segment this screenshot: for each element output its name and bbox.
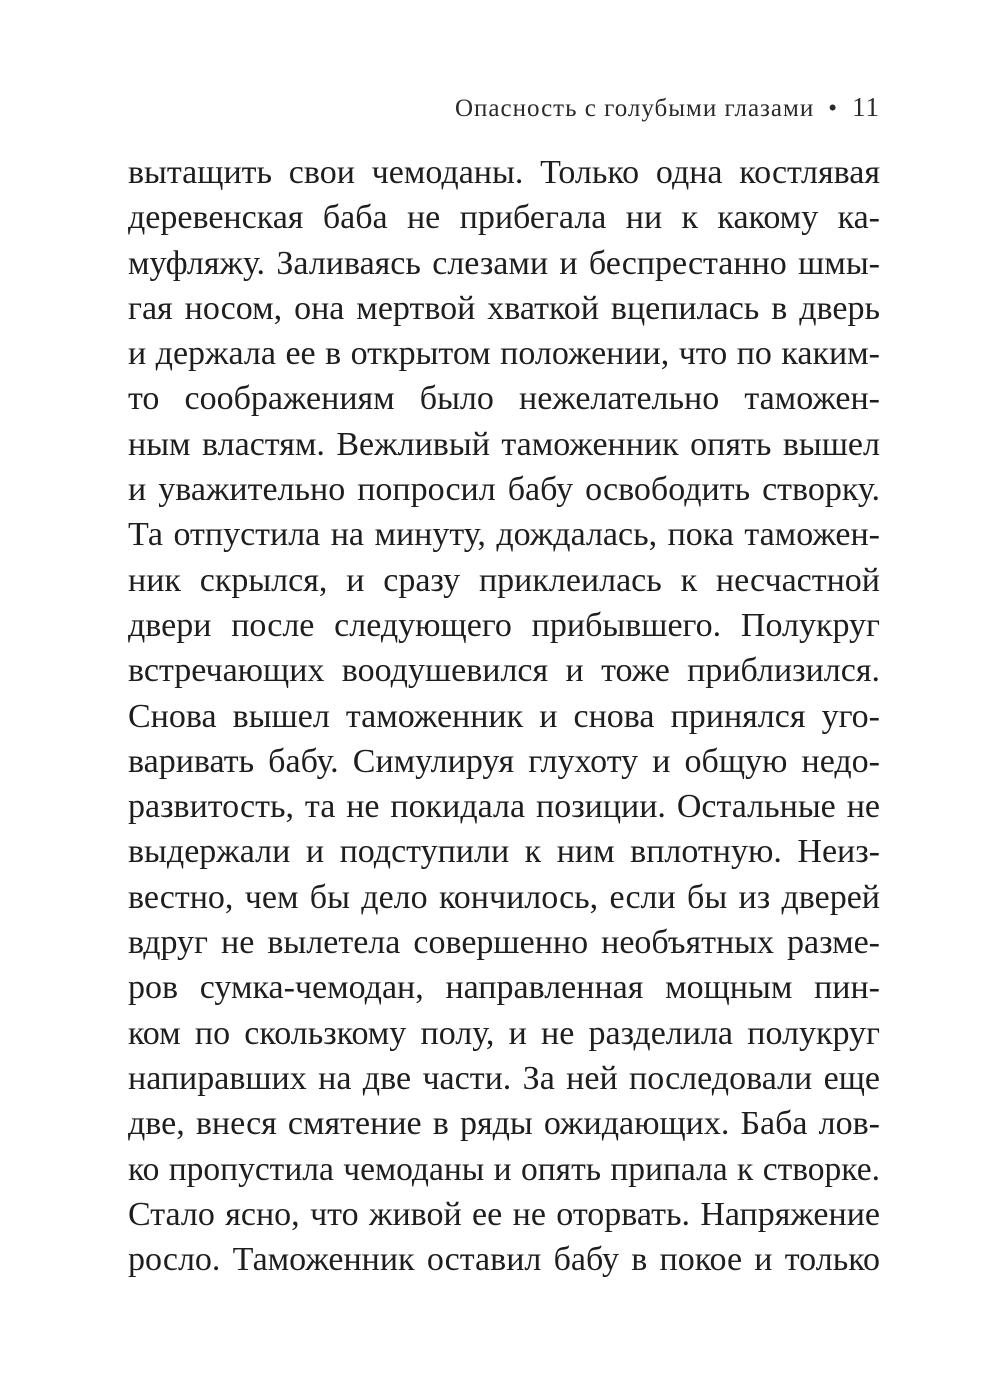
text-line: напиравших на две части. За ней последовали еще	[128, 1059, 880, 1097]
text-line: муфляжу. Заливаясь слезами и беспрестанно шмы-	[128, 244, 880, 282]
text-line: деревенская баба не прибегала ни к какому ка-	[128, 199, 880, 237]
text-line: гая носом, она мертвой хваткой вцепилась в дверь	[128, 289, 880, 327]
text-line: ком по скользкому полу, и не разделила полукруг	[128, 1014, 880, 1052]
text-line: развитость, та не покидала позиции. Остальные не	[128, 788, 880, 826]
text-line: выдержали и подступили к ним вплотную. Неиз-	[128, 833, 880, 871]
text-line: вестно, чем бы дело кончилось, если бы из дверей	[128, 878, 880, 916]
text-line: и держала ее в открытом положении, что по каким-	[128, 335, 880, 373]
header-separator: •	[828, 95, 838, 122]
text-line: вдруг не вылетела совершенно необъятных разме-	[128, 924, 880, 962]
text-line: две, внеся смятение в ряды ожидающих. Баба лов-	[128, 1105, 880, 1143]
text-line: ным властям. Вежливый таможенник опять вышел	[128, 425, 880, 463]
text-line: двери после следующего прибывшего. Полукруг	[128, 606, 880, 644]
text-line: ко пропустила чемоданы и опять припала к створке.	[128, 1150, 880, 1188]
text-line: то соображениям было нежелательно таможен-	[128, 380, 880, 418]
text-line: Та отпустила на минуту, дождалась, пока таможен-	[128, 516, 880, 554]
text-line: ник скрылся, и сразу приклеилась к несчастной	[128, 561, 880, 599]
text-line: встречающих воодушевился и тоже приблизился.	[128, 652, 880, 690]
text-line: росло. Таможенник оставил бабу в покое и только	[128, 1241, 880, 1279]
running-header	[128, 92, 880, 123]
text-line: Снова вышел таможенник и снова принялся уго-	[128, 697, 880, 735]
text-line: Стало ясно, что живой ее не оторвать. Напряжение	[128, 1195, 880, 1233]
page-number: 11	[852, 92, 880, 122]
text-line: ров сумка-чемодан, направленная мощным пин-	[128, 969, 880, 1007]
text-line: и уважительно попросил бабу освободить створку.	[128, 471, 880, 509]
text-line: варивать бабу. Симулируя глухоту и общую недо-	[128, 742, 880, 780]
text-line: вытащить свои чемоданы. Только одна костлявая	[128, 154, 880, 191]
body-text	[128, 150, 880, 1282]
header-title: Опасность с голубыми глазами	[454, 95, 815, 122]
